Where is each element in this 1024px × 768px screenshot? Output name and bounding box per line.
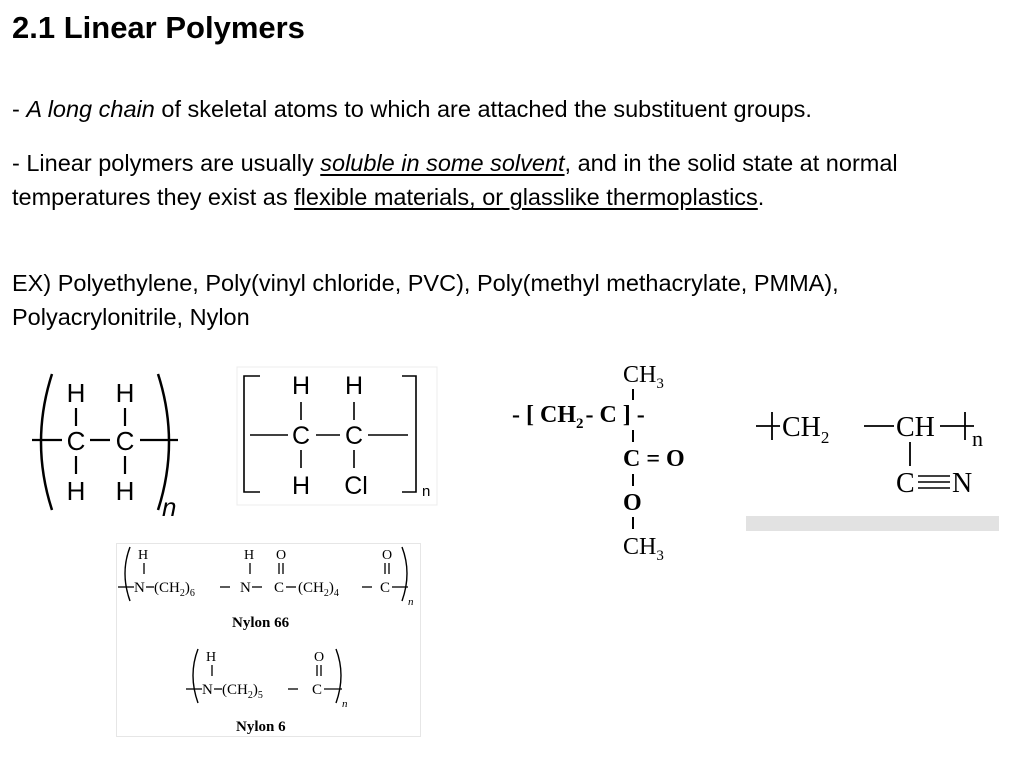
- n66-o-1: O: [276, 548, 287, 563]
- n66-n-1: N: [134, 580, 145, 596]
- pvc-c-2: C: [344, 422, 364, 450]
- bullet-dash: -: [12, 96, 27, 122]
- bullet-long-chain: [12, 92, 1022, 126]
- gray-band: [746, 516, 999, 531]
- polyethylene-structure: [28, 370, 188, 520]
- pvc-h-top-2: H: [344, 372, 364, 400]
- pe-c-1: C: [66, 426, 86, 456]
- bullet-text: of skeletal atoms to which are attached the substituent groups.: [154, 96, 812, 122]
- pvc-h-bottom: H: [291, 472, 311, 500]
- pmma-oxygen: O: [623, 490, 642, 516]
- bullet-text: .: [757, 184, 765, 210]
- n66-o-2: O: [382, 548, 393, 563]
- pvc-structure: [236, 366, 441, 508]
- n6-n: N: [202, 682, 213, 698]
- n66-n-2: N: [240, 580, 251, 596]
- pe-h-top-2: H: [115, 378, 135, 408]
- n66-repeat-n: n: [408, 596, 414, 608]
- n66-c-2: C: [380, 580, 391, 596]
- examples-line-2: Polyacrylonitrile, Nylon: [12, 304, 250, 330]
- pmma-carbonyl: C = O: [623, 446, 685, 472]
- pmma-ch3-bottom: $CH_3$: [623, 534, 664, 564]
- pan-repeat-n: n: [972, 426, 983, 451]
- pmma-ch3-top: $CH_3$: [623, 362, 664, 392]
- n66-ch2-4: $(CH_2)_4$: [298, 580, 339, 599]
- pvc-c-1: C: [291, 422, 311, 450]
- pe-h-top-1: H: [66, 378, 86, 408]
- pan-nitrile-c: C: [896, 468, 915, 499]
- emphasis-soluble: soluble in some solvent: [320, 150, 565, 176]
- n66-ch2-6: $(CH_2)_6$: [154, 580, 195, 599]
- n6-ch2-5: $(CH_2)_5$: [222, 682, 263, 701]
- pe-h-bottom-2: H: [115, 476, 135, 506]
- examples-line-1: EX) Polyethylene, Poly(vinyl chloride, PVC), Poly(methyl methacrylate, PMMA),: [12, 270, 839, 296]
- polyacrylonitrile-structure: [752, 398, 992, 508]
- bullet-text: - Linear polymers are usually: [12, 150, 321, 176]
- n66-h-2: H: [244, 548, 255, 563]
- nylon66-label: Nylon 66: [232, 615, 290, 631]
- nylon6-label: Nylon 6: [236, 719, 286, 735]
- pe-h-bottom-1: H: [66, 476, 86, 506]
- emphasis-flexible: flexible materials, or glasslike thermoplastics: [294, 184, 758, 210]
- n6-h: H: [206, 650, 217, 665]
- bullet-linear-properties: [12, 146, 1022, 214]
- pan-ch: CH: [896, 412, 935, 443]
- pan-ch2: $CH_2$: [782, 412, 830, 447]
- n6-repeat-n: n: [342, 698, 348, 710]
- examples-paragraph: [12, 266, 1022, 334]
- pvc-h-top-1: H: [291, 372, 311, 400]
- n66-h-1: H: [138, 548, 149, 563]
- pmma-structure: [510, 354, 710, 569]
- nylon-structures: [116, 543, 422, 738]
- pvc-cl: Cl: [344, 472, 368, 500]
- pmma-backbone: - [ $CH_2-$ C ] -: [512, 402, 645, 432]
- slide-title: 2.1 Linear Polymers: [12, 10, 305, 45]
- n6-c: C: [312, 682, 323, 698]
- pe-repeat-n: n: [162, 492, 177, 522]
- pan-nitrile-n: N: [952, 468, 973, 499]
- pvc-repeat-n: n: [422, 483, 431, 500]
- emphasis-long-chain: A long chain: [26, 96, 155, 122]
- bullet-text: , and in the solid state at normal temperatures they exist as: [12, 150, 898, 210]
- pe-c-2: C: [115, 426, 135, 456]
- n6-o: O: [314, 650, 325, 665]
- n66-c-1: C: [274, 580, 285, 596]
